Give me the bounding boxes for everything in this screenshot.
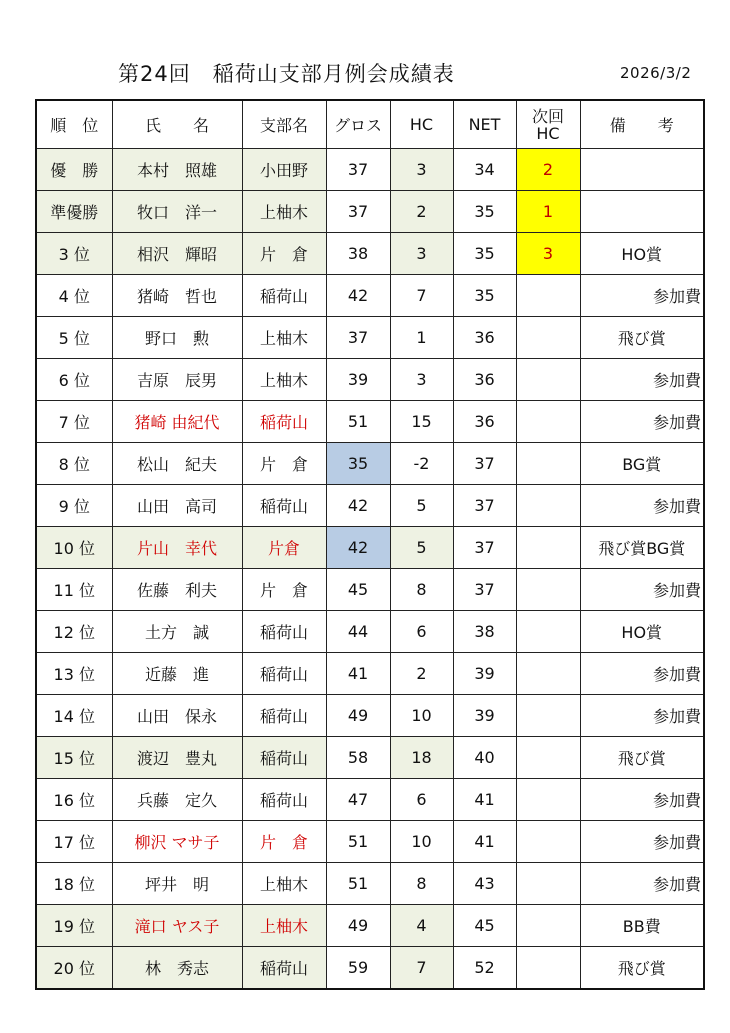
note-cell: 参加費	[580, 779, 704, 821]
table-row	[36, 779, 704, 821]
table-row	[36, 905, 704, 947]
name-cell: 猪崎 哲也	[112, 275, 242, 317]
gross-cell: 44	[326, 611, 390, 653]
report-date: 2026/3/2	[620, 64, 692, 82]
branch-cell: 稲荷山	[242, 275, 326, 317]
rank-cell: 11 位	[36, 569, 112, 611]
page-title: 第24回 稲荷山支部月例会成績表	[118, 62, 455, 86]
name-cell: 松山 紀夫	[112, 443, 242, 485]
net-cell: 37	[453, 443, 516, 485]
rank-cell: 優 勝	[36, 149, 112, 191]
rank-cell: 12 位	[36, 611, 112, 653]
note-cell: 飛び賞BG賞	[580, 527, 704, 569]
hc-cell: 18	[390, 737, 453, 779]
header-next-hc-line1: 次回	[531, 106, 564, 126]
rank-cell: 8 位	[36, 443, 112, 485]
note-cell: 飛び賞	[580, 317, 704, 359]
next-hc-cell	[516, 611, 580, 653]
gross-cell: 49	[326, 905, 390, 947]
rank-cell: 18 位	[36, 863, 112, 905]
name-cell: 柳沢 マサ子	[112, 821, 242, 863]
name-cell: 林 秀志	[112, 947, 242, 990]
name-cell: 土方 誠	[112, 611, 242, 653]
net-cell: 38	[453, 611, 516, 653]
hc-cell: 2	[390, 191, 453, 233]
name-cell: 滝口 ヤス子	[112, 905, 242, 947]
rank-cell: 7 位	[36, 401, 112, 443]
gross-cell: 37	[326, 317, 390, 359]
next-hc-cell	[516, 653, 580, 695]
header-gross: グロス	[326, 100, 390, 149]
hc-cell: 6	[390, 611, 453, 653]
hc-cell: 3	[390, 233, 453, 275]
header-note: 備 考	[580, 100, 704, 149]
gross-cell: 37	[326, 191, 390, 233]
note-cell: 参加費	[580, 569, 704, 611]
net-cell: 35	[453, 233, 516, 275]
branch-cell: 片 倉	[242, 443, 326, 485]
net-cell: 41	[453, 821, 516, 863]
branch-cell: 上柚木	[242, 905, 326, 947]
next-hc-cell	[516, 737, 580, 779]
net-cell: 37	[453, 485, 516, 527]
name-cell: 坪井 明	[112, 863, 242, 905]
table-row	[36, 695, 704, 737]
next-hc-cell	[516, 863, 580, 905]
hc-cell: 7	[390, 275, 453, 317]
net-cell: 39	[453, 653, 516, 695]
name-cell: 野口 勲	[112, 317, 242, 359]
net-cell: 36	[453, 317, 516, 359]
table-row	[36, 149, 704, 191]
table-row	[36, 401, 704, 443]
table-row	[36, 191, 704, 233]
rank-cell: 17 位	[36, 821, 112, 863]
branch-cell: 稲荷山	[242, 401, 326, 443]
table-row	[36, 317, 704, 359]
table-row	[36, 947, 704, 990]
hc-cell: -2	[390, 443, 453, 485]
next-hc-cell	[516, 527, 580, 569]
next-hc-cell: 1	[516, 191, 580, 233]
next-hc-cell	[516, 905, 580, 947]
next-hc-cell	[516, 947, 580, 990]
header-rank: 順 位	[36, 100, 112, 149]
gross-cell: 42	[326, 275, 390, 317]
net-cell: 35	[453, 191, 516, 233]
hc-cell: 6	[390, 779, 453, 821]
note-cell: 参加費	[580, 821, 704, 863]
table-row	[36, 443, 704, 485]
note-cell: 参加費	[580, 275, 704, 317]
gross-cell: 42	[326, 485, 390, 527]
branch-cell: 小田野	[242, 149, 326, 191]
rank-cell: 4 位	[36, 275, 112, 317]
table-row	[36, 611, 704, 653]
table-row	[36, 359, 704, 401]
gross-cell: 59	[326, 947, 390, 990]
net-cell: 37	[453, 569, 516, 611]
branch-cell: 上柚木	[242, 359, 326, 401]
rank-cell: 準優勝	[36, 191, 112, 233]
next-hc-cell	[516, 821, 580, 863]
rank-cell: 13 位	[36, 653, 112, 695]
name-cell: 猪崎 由紀代	[112, 401, 242, 443]
note-cell	[580, 149, 704, 191]
name-cell: 本村 照雄	[112, 149, 242, 191]
note-cell: HO賞	[580, 611, 704, 653]
next-hc-cell: 3	[516, 233, 580, 275]
table-row	[36, 863, 704, 905]
gross-cell: 51	[326, 863, 390, 905]
header-row	[36, 100, 704, 149]
table-row	[36, 569, 704, 611]
name-cell: 相沢 輝昭	[112, 233, 242, 275]
hc-cell: 4	[390, 905, 453, 947]
next-hc-cell	[516, 779, 580, 821]
branch-cell: 片 倉	[242, 569, 326, 611]
table-row	[36, 485, 704, 527]
rank-cell: 19 位	[36, 905, 112, 947]
gross-cell: 51	[326, 401, 390, 443]
next-hc-cell	[516, 569, 580, 611]
branch-cell: 上柚木	[242, 863, 326, 905]
hc-cell: 10	[390, 695, 453, 737]
note-cell: BB費	[580, 905, 704, 947]
rank-cell: 5 位	[36, 317, 112, 359]
header-hc: HC	[390, 100, 453, 149]
name-cell: 吉原 辰男	[112, 359, 242, 401]
net-cell: 35	[453, 275, 516, 317]
gross-cell: 47	[326, 779, 390, 821]
rank-cell: 20 位	[36, 947, 112, 990]
hc-cell: 10	[390, 821, 453, 863]
branch-cell: 片 倉	[242, 233, 326, 275]
hc-cell: 15	[390, 401, 453, 443]
name-cell: 山田 高司	[112, 485, 242, 527]
note-cell: 参加費	[580, 485, 704, 527]
hc-cell: 5	[390, 485, 453, 527]
note-cell: 参加費	[580, 695, 704, 737]
branch-cell: 稲荷山	[242, 695, 326, 737]
next-hc-cell	[516, 485, 580, 527]
net-cell: 36	[453, 401, 516, 443]
results-body	[36, 149, 704, 990]
branch-cell: 上柚木	[242, 317, 326, 359]
note-cell: 参加費	[580, 359, 704, 401]
next-hc-cell	[516, 317, 580, 359]
note-cell: 飛び賞	[580, 737, 704, 779]
header-next-hc-line2: HC	[536, 123, 560, 143]
gross-cell: 58	[326, 737, 390, 779]
branch-cell: 稲荷山	[242, 485, 326, 527]
rank-cell: 15 位	[36, 737, 112, 779]
gross-cell: 35	[326, 443, 390, 485]
hc-cell: 3	[390, 149, 453, 191]
net-cell: 41	[453, 779, 516, 821]
note-cell: 参加費	[580, 863, 704, 905]
header-net: NET	[453, 100, 516, 149]
gross-cell: 42	[326, 527, 390, 569]
net-cell: 37	[453, 527, 516, 569]
branch-cell: 上柚木	[242, 191, 326, 233]
branch-cell: 稲荷山	[242, 737, 326, 779]
hc-cell: 8	[390, 569, 453, 611]
header-name: 氏 名	[112, 100, 242, 149]
branch-cell: 稲荷山	[242, 779, 326, 821]
net-cell: 52	[453, 947, 516, 990]
hc-cell: 5	[390, 527, 453, 569]
table-row	[36, 275, 704, 317]
branch-cell: 稲荷山	[242, 653, 326, 695]
rank-cell: 10 位	[36, 527, 112, 569]
name-cell: 片山 幸代	[112, 527, 242, 569]
hc-cell: 1	[390, 317, 453, 359]
name-cell: 佐藤 利夫	[112, 569, 242, 611]
next-hc-cell	[516, 401, 580, 443]
note-cell: 参加費	[580, 401, 704, 443]
gross-cell: 38	[326, 233, 390, 275]
branch-cell: 片 倉	[242, 821, 326, 863]
gross-cell: 41	[326, 653, 390, 695]
note-cell: HO賞	[580, 233, 704, 275]
hc-cell: 2	[390, 653, 453, 695]
rank-cell: 3 位	[36, 233, 112, 275]
name-cell: 牧口 洋一	[112, 191, 242, 233]
note-cell: 飛び賞	[580, 947, 704, 990]
hc-cell: 7	[390, 947, 453, 990]
name-cell: 近藤 進	[112, 653, 242, 695]
note-cell	[580, 191, 704, 233]
name-cell: 渡辺 豊丸	[112, 737, 242, 779]
hc-cell: 3	[390, 359, 453, 401]
name-cell: 兵藤 定久	[112, 779, 242, 821]
net-cell: 36	[453, 359, 516, 401]
next-hc-cell	[516, 275, 580, 317]
table-row	[36, 821, 704, 863]
header-branch: 支部名	[242, 100, 326, 149]
hc-cell: 8	[390, 863, 453, 905]
table-row	[36, 737, 704, 779]
gross-cell: 39	[326, 359, 390, 401]
header-next-hc	[516, 100, 580, 149]
rank-cell: 9 位	[36, 485, 112, 527]
note-cell: BG賞	[580, 443, 704, 485]
gross-cell: 49	[326, 695, 390, 737]
gross-cell: 37	[326, 149, 390, 191]
net-cell: 40	[453, 737, 516, 779]
gross-cell: 51	[326, 821, 390, 863]
branch-cell: 稲荷山	[242, 611, 326, 653]
results-table	[35, 99, 705, 990]
table-row	[36, 527, 704, 569]
next-hc-cell	[516, 359, 580, 401]
net-cell: 39	[453, 695, 516, 737]
note-cell: 参加費	[580, 653, 704, 695]
net-cell: 43	[453, 863, 516, 905]
next-hc-cell	[516, 443, 580, 485]
rank-cell: 14 位	[36, 695, 112, 737]
table-row	[36, 653, 704, 695]
gross-cell: 45	[326, 569, 390, 611]
branch-cell: 稲荷山	[242, 947, 326, 990]
name-cell: 山田 保永	[112, 695, 242, 737]
next-hc-cell	[516, 695, 580, 737]
next-hc-cell: 2	[516, 149, 580, 191]
net-cell: 45	[453, 905, 516, 947]
rank-cell: 16 位	[36, 779, 112, 821]
net-cell: 34	[453, 149, 516, 191]
rank-cell: 6 位	[36, 359, 112, 401]
table-row	[36, 233, 704, 275]
branch-cell: 片倉	[242, 527, 326, 569]
